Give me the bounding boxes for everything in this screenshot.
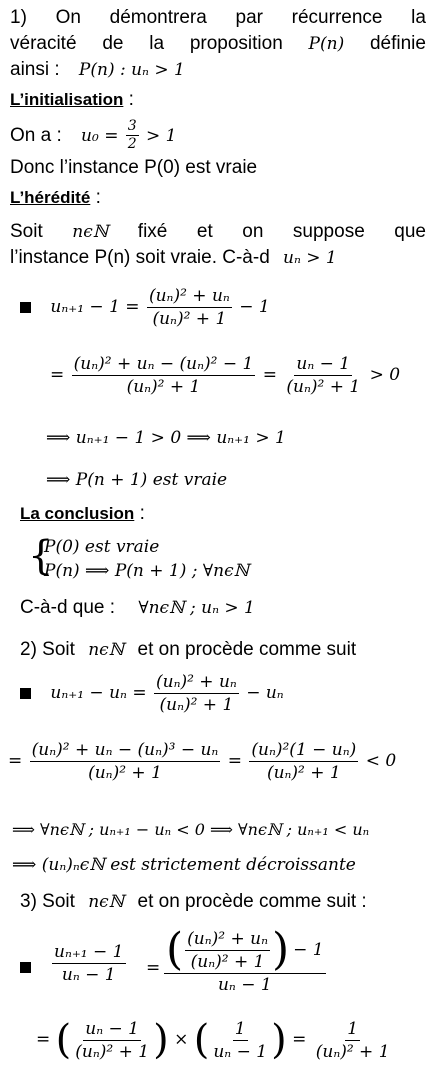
paren-open-icon: ( — [166, 924, 184, 975]
big-numerator — [164, 924, 326, 975]
hered-line2 — [10, 246, 426, 270]
part2-eq2 — [8, 740, 426, 783]
part1-line1 — [10, 6, 426, 30]
part1-line2 — [10, 32, 426, 56]
hered-implication1: ⟹ uₙ₊₁ − 1 > 0 ⟹ uₙ₊₁ > 1 — [46, 428, 286, 448]
part2-intro — [20, 638, 426, 662]
part3-eq1 — [20, 924, 426, 1006]
bullet-icon — [20, 962, 31, 973]
numerator: (uₙ)² + uₙ — [148, 286, 230, 306]
eq-rhs: < 0 — [365, 751, 397, 771]
word: Soit — [10, 221, 43, 242]
hered-eq2 — [50, 354, 426, 397]
word: que — [394, 221, 426, 242]
colon: : — [139, 503, 145, 524]
eq-rhs: − 1 — [239, 297, 270, 317]
line3-text: ainsi : — [10, 59, 60, 80]
part2-implication2: ⟹ (uₙ)ₙϵℕ est strictement décroissante — [12, 855, 356, 875]
denominator: uₙ − 1 — [213, 1041, 268, 1062]
hered-line2-text: l’instance P(n) soit vraie. C-à-d — [10, 247, 270, 268]
eq-prefix: = — [50, 365, 65, 385]
eq-rhs: − uₙ — [246, 683, 284, 703]
numerator: 3 — [127, 118, 137, 135]
word: de — [102, 33, 124, 54]
brace-icon: { — [28, 533, 54, 579]
numerator: uₙ − 1 — [85, 1018, 140, 1039]
numerator: uₙ₊₁ − 1 — [54, 942, 124, 962]
part3-intro — [20, 890, 426, 914]
denominator: (uₙ)² + 1 — [126, 377, 201, 397]
fraction — [73, 1019, 151, 1062]
word: par — [235, 7, 263, 28]
fraction — [314, 1019, 392, 1062]
cad-math: ∀nϵℕ ; uₙ > 1 — [138, 598, 255, 618]
numerator: (uₙ)² + uₙ — [187, 928, 268, 949]
proposition-definition: P(n) : uₙ > 1 — [78, 60, 185, 80]
intro-math: nϵℕ — [88, 640, 125, 660]
cad-line — [20, 596, 426, 620]
eq-mid: = — [292, 1029, 307, 1050]
fraction — [72, 354, 256, 397]
denominator: uₙ − 1 — [61, 965, 116, 985]
word: véracité — [10, 33, 77, 54]
eq-mid: = — [262, 365, 277, 385]
on-a: On a : — [10, 125, 62, 146]
word: on — [242, 221, 264, 242]
part1-line3 — [10, 58, 426, 82]
denominator: (uₙ)² + 1 — [286, 377, 361, 397]
word: la — [149, 33, 165, 54]
fraction — [249, 740, 358, 783]
colon: : — [128, 89, 134, 110]
paren-close-icon: ) — [153, 1017, 169, 1063]
paren-open-icon: ( — [193, 1017, 210, 1063]
intro-rest: et on procède comme suit : — [137, 891, 367, 912]
denominator: 2 — [127, 136, 137, 153]
denominator: (uₙ)² + 1 — [88, 763, 162, 783]
word: définie — [369, 33, 426, 54]
fraction — [154, 672, 239, 715]
numerator: (uₙ)²(1 − uₙ) — [251, 740, 357, 760]
fraction — [52, 942, 126, 985]
times-sign: × — [174, 1029, 189, 1050]
intro-text: 2) Soit — [20, 639, 75, 660]
fraction — [185, 929, 270, 972]
paren-close-icon: ) — [271, 924, 290, 975]
eq-mid: = — [227, 751, 242, 771]
denominator: (uₙ)² + 1 — [266, 763, 341, 783]
hered-line1 — [10, 220, 426, 244]
eq-rhs: > 0 — [369, 365, 401, 385]
intro-math: nϵℕ — [88, 892, 125, 912]
part3-eq2 — [36, 1018, 426, 1062]
eq-prefix: = — [36, 1029, 51, 1050]
word: proposition — [189, 33, 283, 54]
part2-eq1 — [20, 672, 426, 715]
init-math-lhs: u₀ = — [81, 126, 119, 146]
hered-implication2: ⟹ P(n + 1) est vraie — [46, 470, 228, 490]
eq-lhs: uₙ₊₁ − 1 = — [50, 297, 140, 317]
conclusion-heading-line — [20, 502, 426, 526]
cad-text: C-à-d que : — [20, 597, 116, 618]
hered-heading: L’hérédité — [10, 188, 91, 207]
eq-lhs: uₙ₊₁ − uₙ = — [50, 683, 147, 703]
big-fraction — [164, 924, 326, 995]
hered-line2-math: uₙ > 1 — [283, 248, 337, 268]
minus-one: − 1 — [293, 940, 324, 960]
paren-close-icon: ) — [271, 1017, 287, 1063]
bullet-icon — [20, 688, 31, 699]
word: suppose — [292, 221, 365, 242]
system-line2: P(n) ⟹ P(n + 1) ; ∀nϵℕ — [44, 561, 250, 581]
numerator: 1 — [234, 1018, 246, 1039]
denominator: (uₙ)² + 1 — [190, 951, 265, 972]
denominator: (uₙ)² + 1 — [315, 1041, 390, 1062]
word: démontrera — [109, 7, 207, 28]
paren-open-icon: ( — [55, 1017, 72, 1063]
init-math-rhs: > 1 — [145, 126, 177, 146]
intro-rest: et on procède comme suit — [137, 639, 357, 660]
word: récurrence — [291, 7, 383, 28]
math-word: P(n) — [308, 34, 345, 54]
word: 1) — [10, 7, 27, 28]
word: On — [55, 7, 81, 28]
numerator: (uₙ)² + uₙ − (uₙ)³ − uₙ — [31, 740, 219, 760]
part2-implication1: ⟹ ∀nϵℕ ; uₙ₊₁ − uₙ < 0 ⟹ ∀nϵℕ ; uₙ₊₁ < uₙ — [12, 820, 370, 839]
fraction — [147, 286, 232, 329]
numerator: uₙ − 1 — [296, 354, 351, 374]
colon: : — [95, 187, 101, 208]
init-heading: L’initialisation — [10, 90, 124, 109]
conclusion-heading: La conclusion — [20, 504, 135, 523]
word: et — [196, 221, 213, 242]
numerator: (uₙ)² + uₙ − (uₙ)² − 1 — [73, 354, 254, 374]
word: fixé — [137, 221, 168, 242]
init-heading-line — [10, 88, 426, 112]
system-line1: P(0) est vraie — [44, 537, 160, 557]
fraction — [211, 1019, 269, 1062]
intro-text: 3) Soit — [20, 891, 75, 912]
equals: = — [146, 958, 161, 978]
hered-eq1 — [20, 286, 426, 329]
word: la — [411, 7, 426, 28]
fraction — [126, 119, 139, 152]
numerator: (uₙ)² + uₙ — [155, 672, 237, 692]
conclusion-system — [28, 535, 426, 585]
math-word: nϵℕ — [72, 222, 109, 242]
big-denominator: uₙ − 1 — [217, 975, 272, 995]
denominator: (uₙ)² + 1 — [75, 1041, 150, 1062]
fraction — [30, 740, 221, 783]
init-statement — [10, 118, 426, 154]
init-conclusion: Donc l’instance P(0) est vraie — [10, 157, 258, 178]
bullet-icon — [20, 302, 31, 313]
hered-heading-line — [10, 186, 426, 210]
denominator: (uₙ)² + 1 — [159, 695, 234, 715]
numerator: 1 — [347, 1018, 359, 1039]
fraction — [284, 354, 362, 397]
denominator: (uₙ)² + 1 — [152, 309, 227, 329]
eq-prefix: = — [8, 751, 23, 771]
